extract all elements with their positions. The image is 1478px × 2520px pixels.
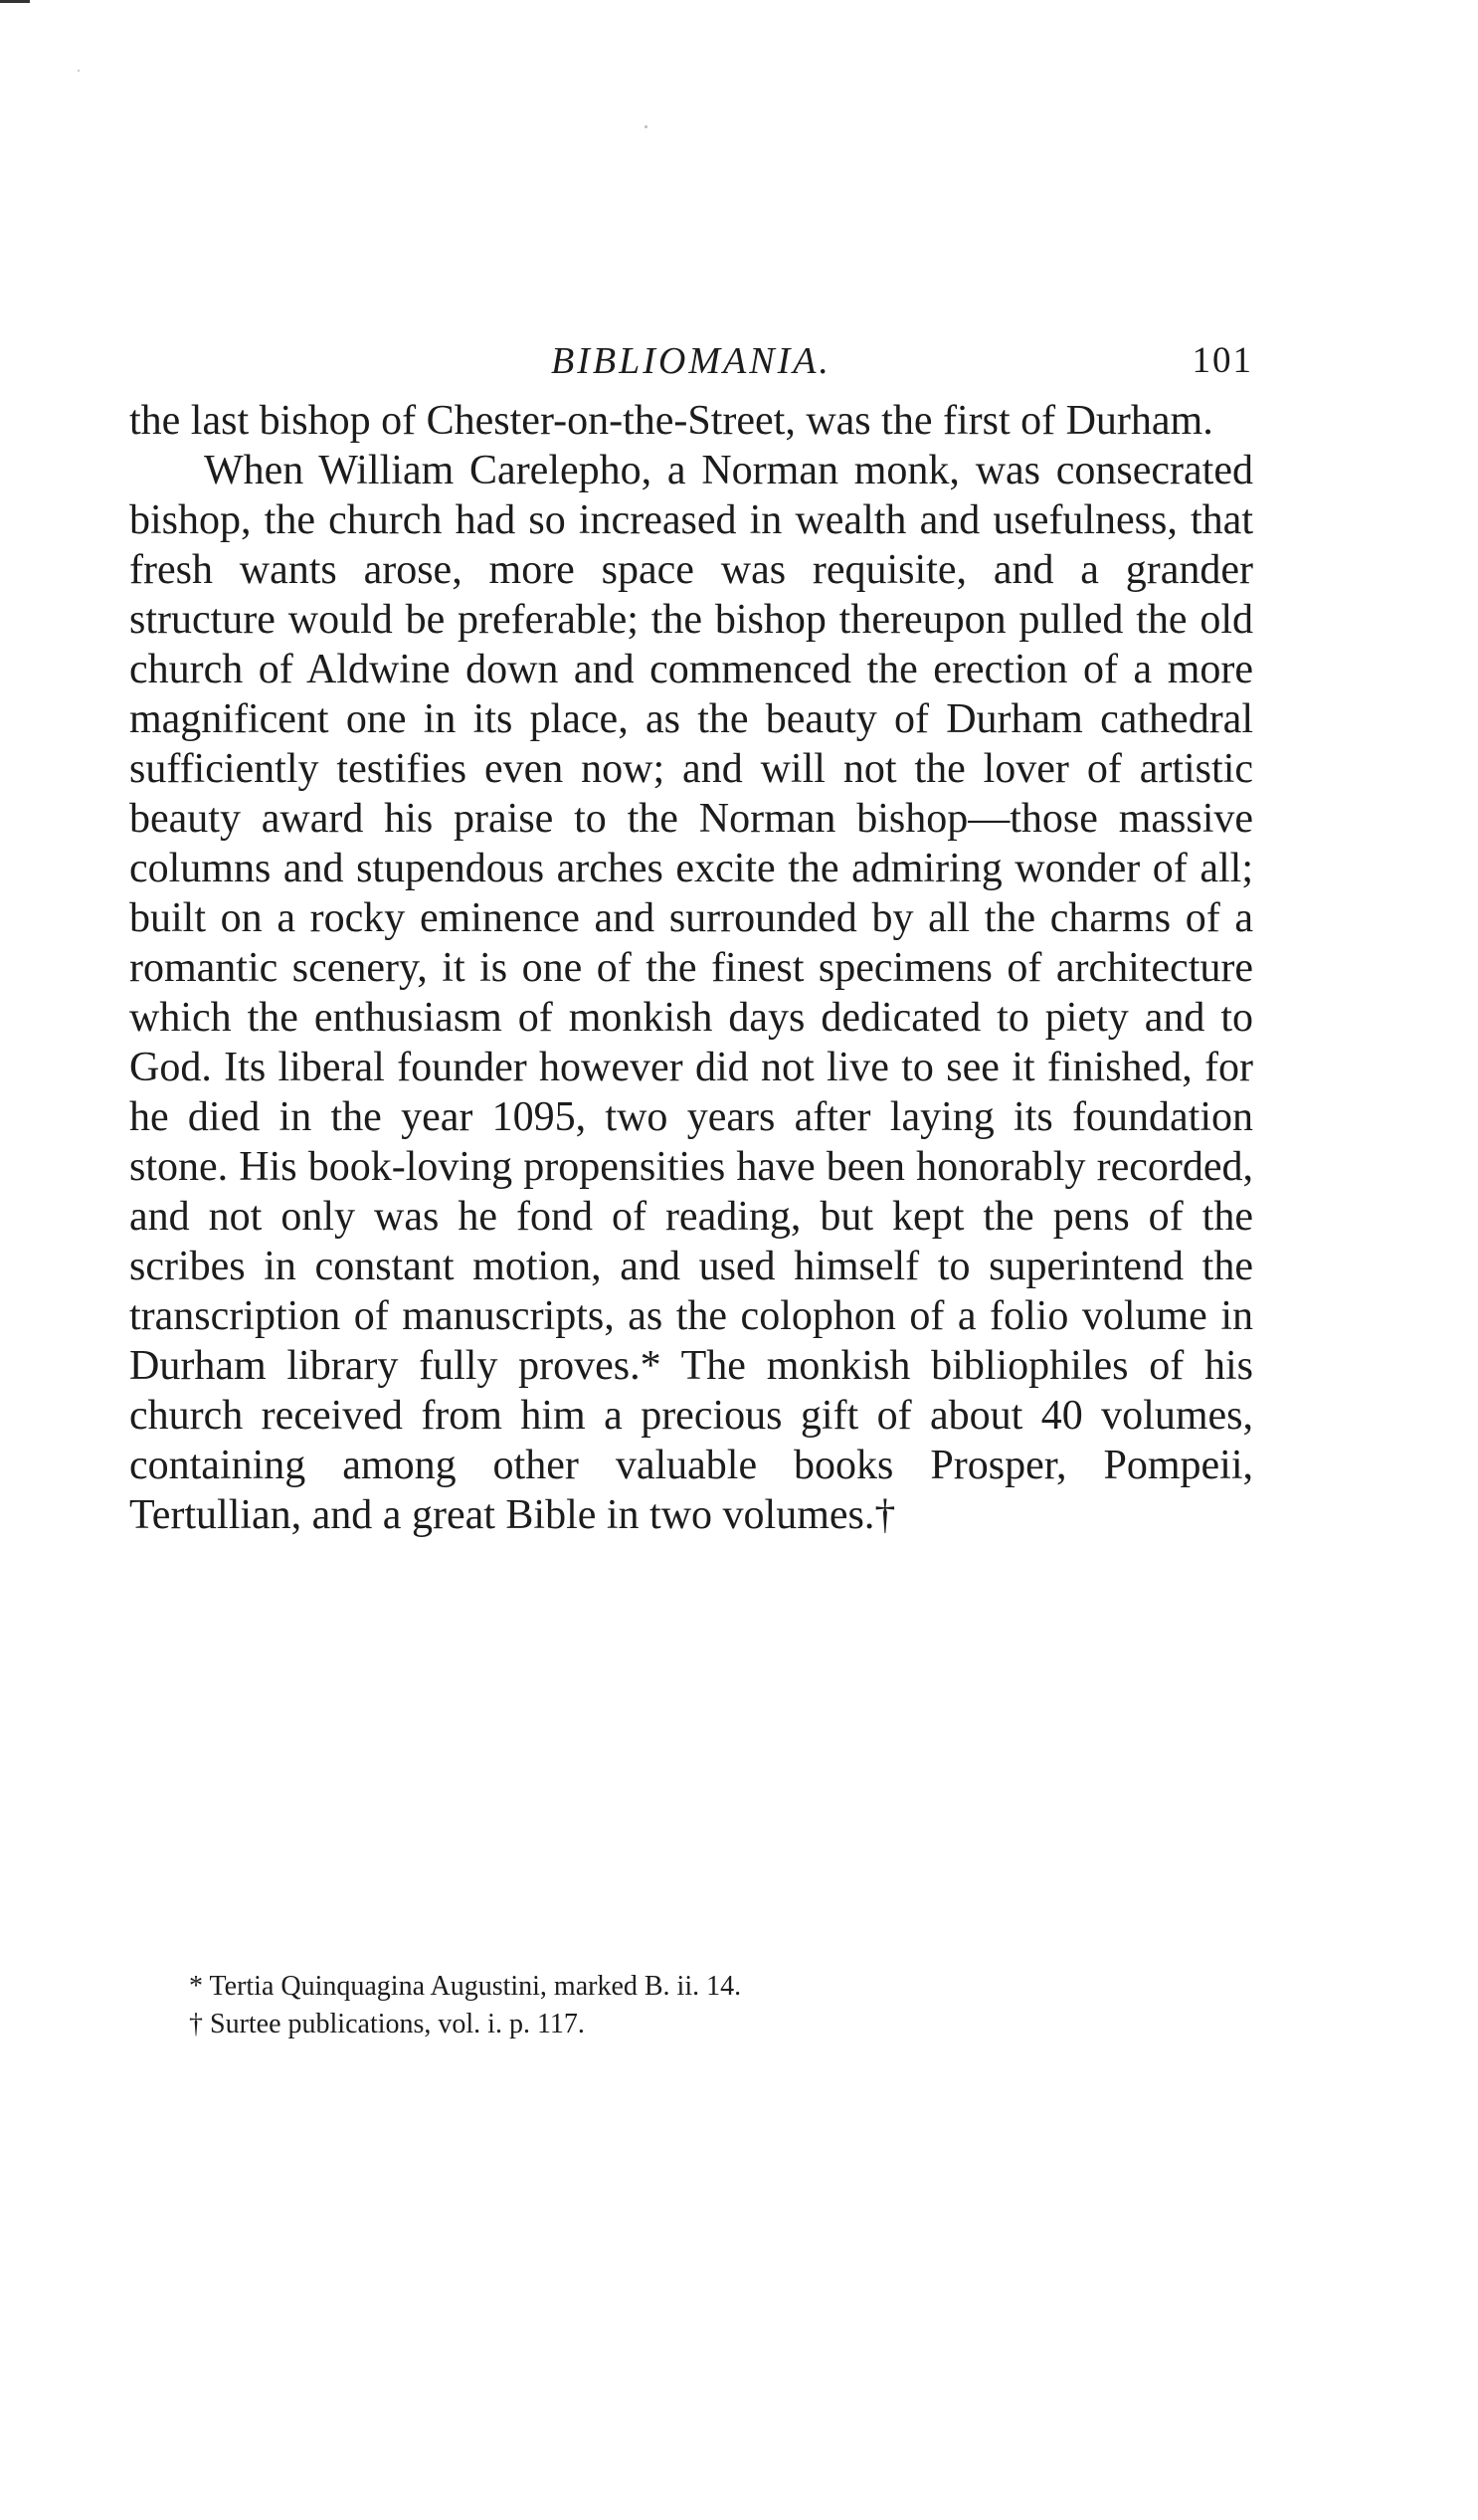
paragraph-continued: the last bishop of Chester-on-the-Street, was the first of Durham.	[129, 398, 1213, 444]
paper-speck	[78, 70, 80, 72]
footnotes	[189, 1968, 1184, 2043]
footnote-asterisk: * Tertia Quinquagina Augustini, marked B. ii. 14.	[189, 1971, 742, 2002]
page-number: 101	[1192, 340, 1253, 381]
paper-speck	[645, 125, 647, 128]
page-edge-mark	[0, 0, 30, 3]
footnote-dagger: † Surtee publications, vol. i. p. 117.	[189, 2009, 585, 2039]
page-header	[129, 331, 1253, 391]
paragraph-carelepho: When William Carelepho, a Norman monk, was consecrated bishop, the church had so increased in wealth and usefulness, that fresh wants arose, more space was requisite, and a grander structure would be preferable; the bishop thereupon pulled the old church of Aldwine down and commenced the erection of a more magnificent one in its place, as the beauty of Durham cathedral sufficiently testifies even now; and will not the lover of artistic beauty award his praise to the Norman bishop—those massive columns and stupendous arches excite the admiring wonder of all; built on a rocky eminence and surrounded by all the charms of a romantic scenery, it is one of the finest specimens of architecture which the enthusiasm of monkish days dedicated to piety and to God. Its liberal founder however did not live to see it finished, for he died in the year 1095, two years after laying its foundation stone. His book-loving propensities have been honorably recorded, and not only was he fond of reading, but kept the pens of the scribes in constant motion, and used himself to superintend the transcription of manuscripts, as the colophon of a folio volume in Durham library fully proves.* The monkish bibliophiles of his church received from him a precious gift of about 40 volumes, containing among other valuable books Prosper, Pompeii, Tertullian, and a great Bible in two volumes.†	[129, 448, 1253, 1538]
running-title: BIBLIOMANIA.	[551, 340, 831, 382]
body-text	[129, 396, 1253, 1540]
